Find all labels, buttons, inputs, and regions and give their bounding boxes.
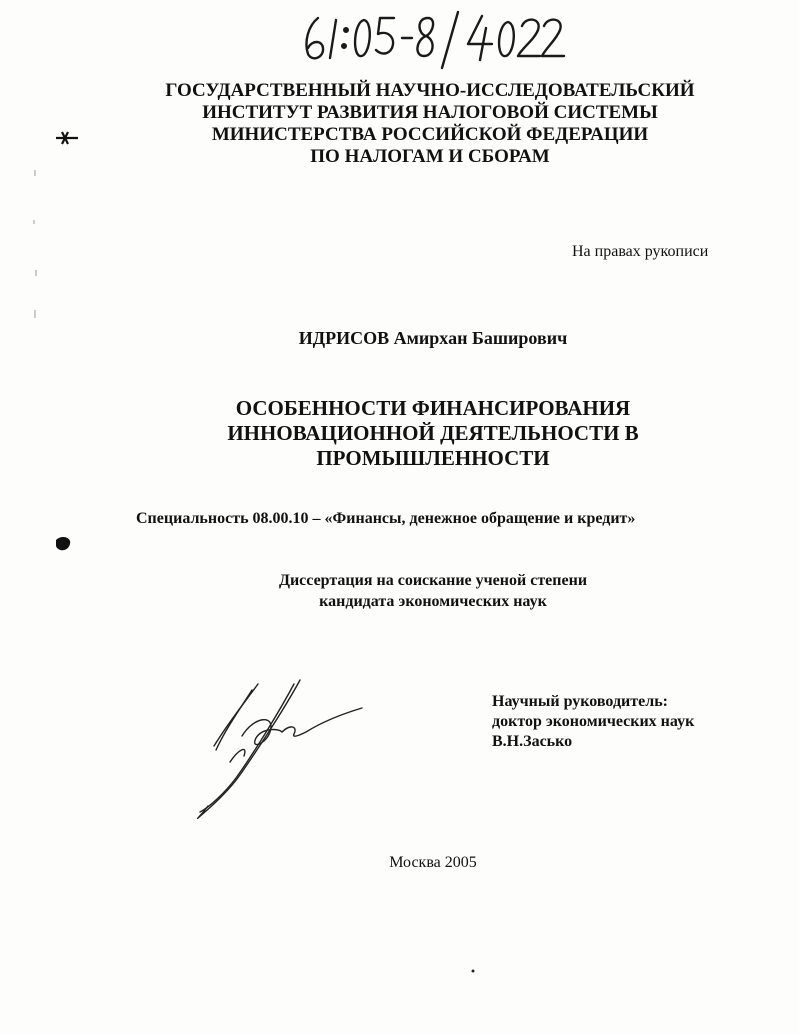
manuscript-rights-note: На правах рукописи (572, 243, 709, 260)
degree-line: кандидата экономических наук (319, 593, 547, 610)
degree-line: Диссертация на соискание ученой степени (278, 572, 588, 589)
organization-line: ПО НАЛОГАМ И СБОРАМ (310, 146, 550, 167)
scan-mark-icon (52, 534, 76, 554)
scientific-supervisor (492, 692, 694, 752)
organization-line: ИНСТИТУТ РАЗВИТИЯ НАЛОГОВОЙ СИСТЕМЫ (202, 102, 658, 123)
title-line: ПРОМЫШЛЕННОСТИ (316, 446, 550, 470)
signature-icon (190, 676, 370, 826)
scan-mark-icon (54, 128, 80, 148)
organization-line: МИНИСТЕРСТВА РОССИЙСКОЙ ФЕДЕРАЦИИ (211, 124, 649, 145)
degree-statement (0, 570, 799, 612)
organization-header (0, 80, 799, 168)
supervisor-signature (190, 676, 370, 826)
dissertation-title (0, 396, 799, 471)
scan-edge-icon (30, 160, 40, 360)
supervisor-line: Научный руководитель: (492, 693, 668, 710)
city-year: Москва 2005 (389, 854, 477, 871)
supervisor-line: В.Н.Засько (492, 733, 573, 750)
title-line: ОСОБЕННОСТИ ФИНАНСИРОВАНИЯ (235, 396, 631, 420)
archive-number-stamp (296, 8, 566, 70)
title-line: ИННОВАЦИОННОЙ ДЕЯТЕЛЬНОСТИ В (227, 421, 639, 445)
author-name: ИДРИСОВ Амирхан Баширович (298, 328, 568, 348)
scan-dot-icon (470, 968, 476, 974)
organization-line: ГОСУДАРСТВЕННЫЙ НАУЧНО-ИССЛЕДОВАТЕЛЬСКИЙ (165, 80, 695, 101)
supervisor-line: доктор экономических наук (492, 713, 695, 730)
specialty-line: Специальность 08.00.10 – «Финансы, денежное обращение и кредит» (136, 510, 636, 527)
